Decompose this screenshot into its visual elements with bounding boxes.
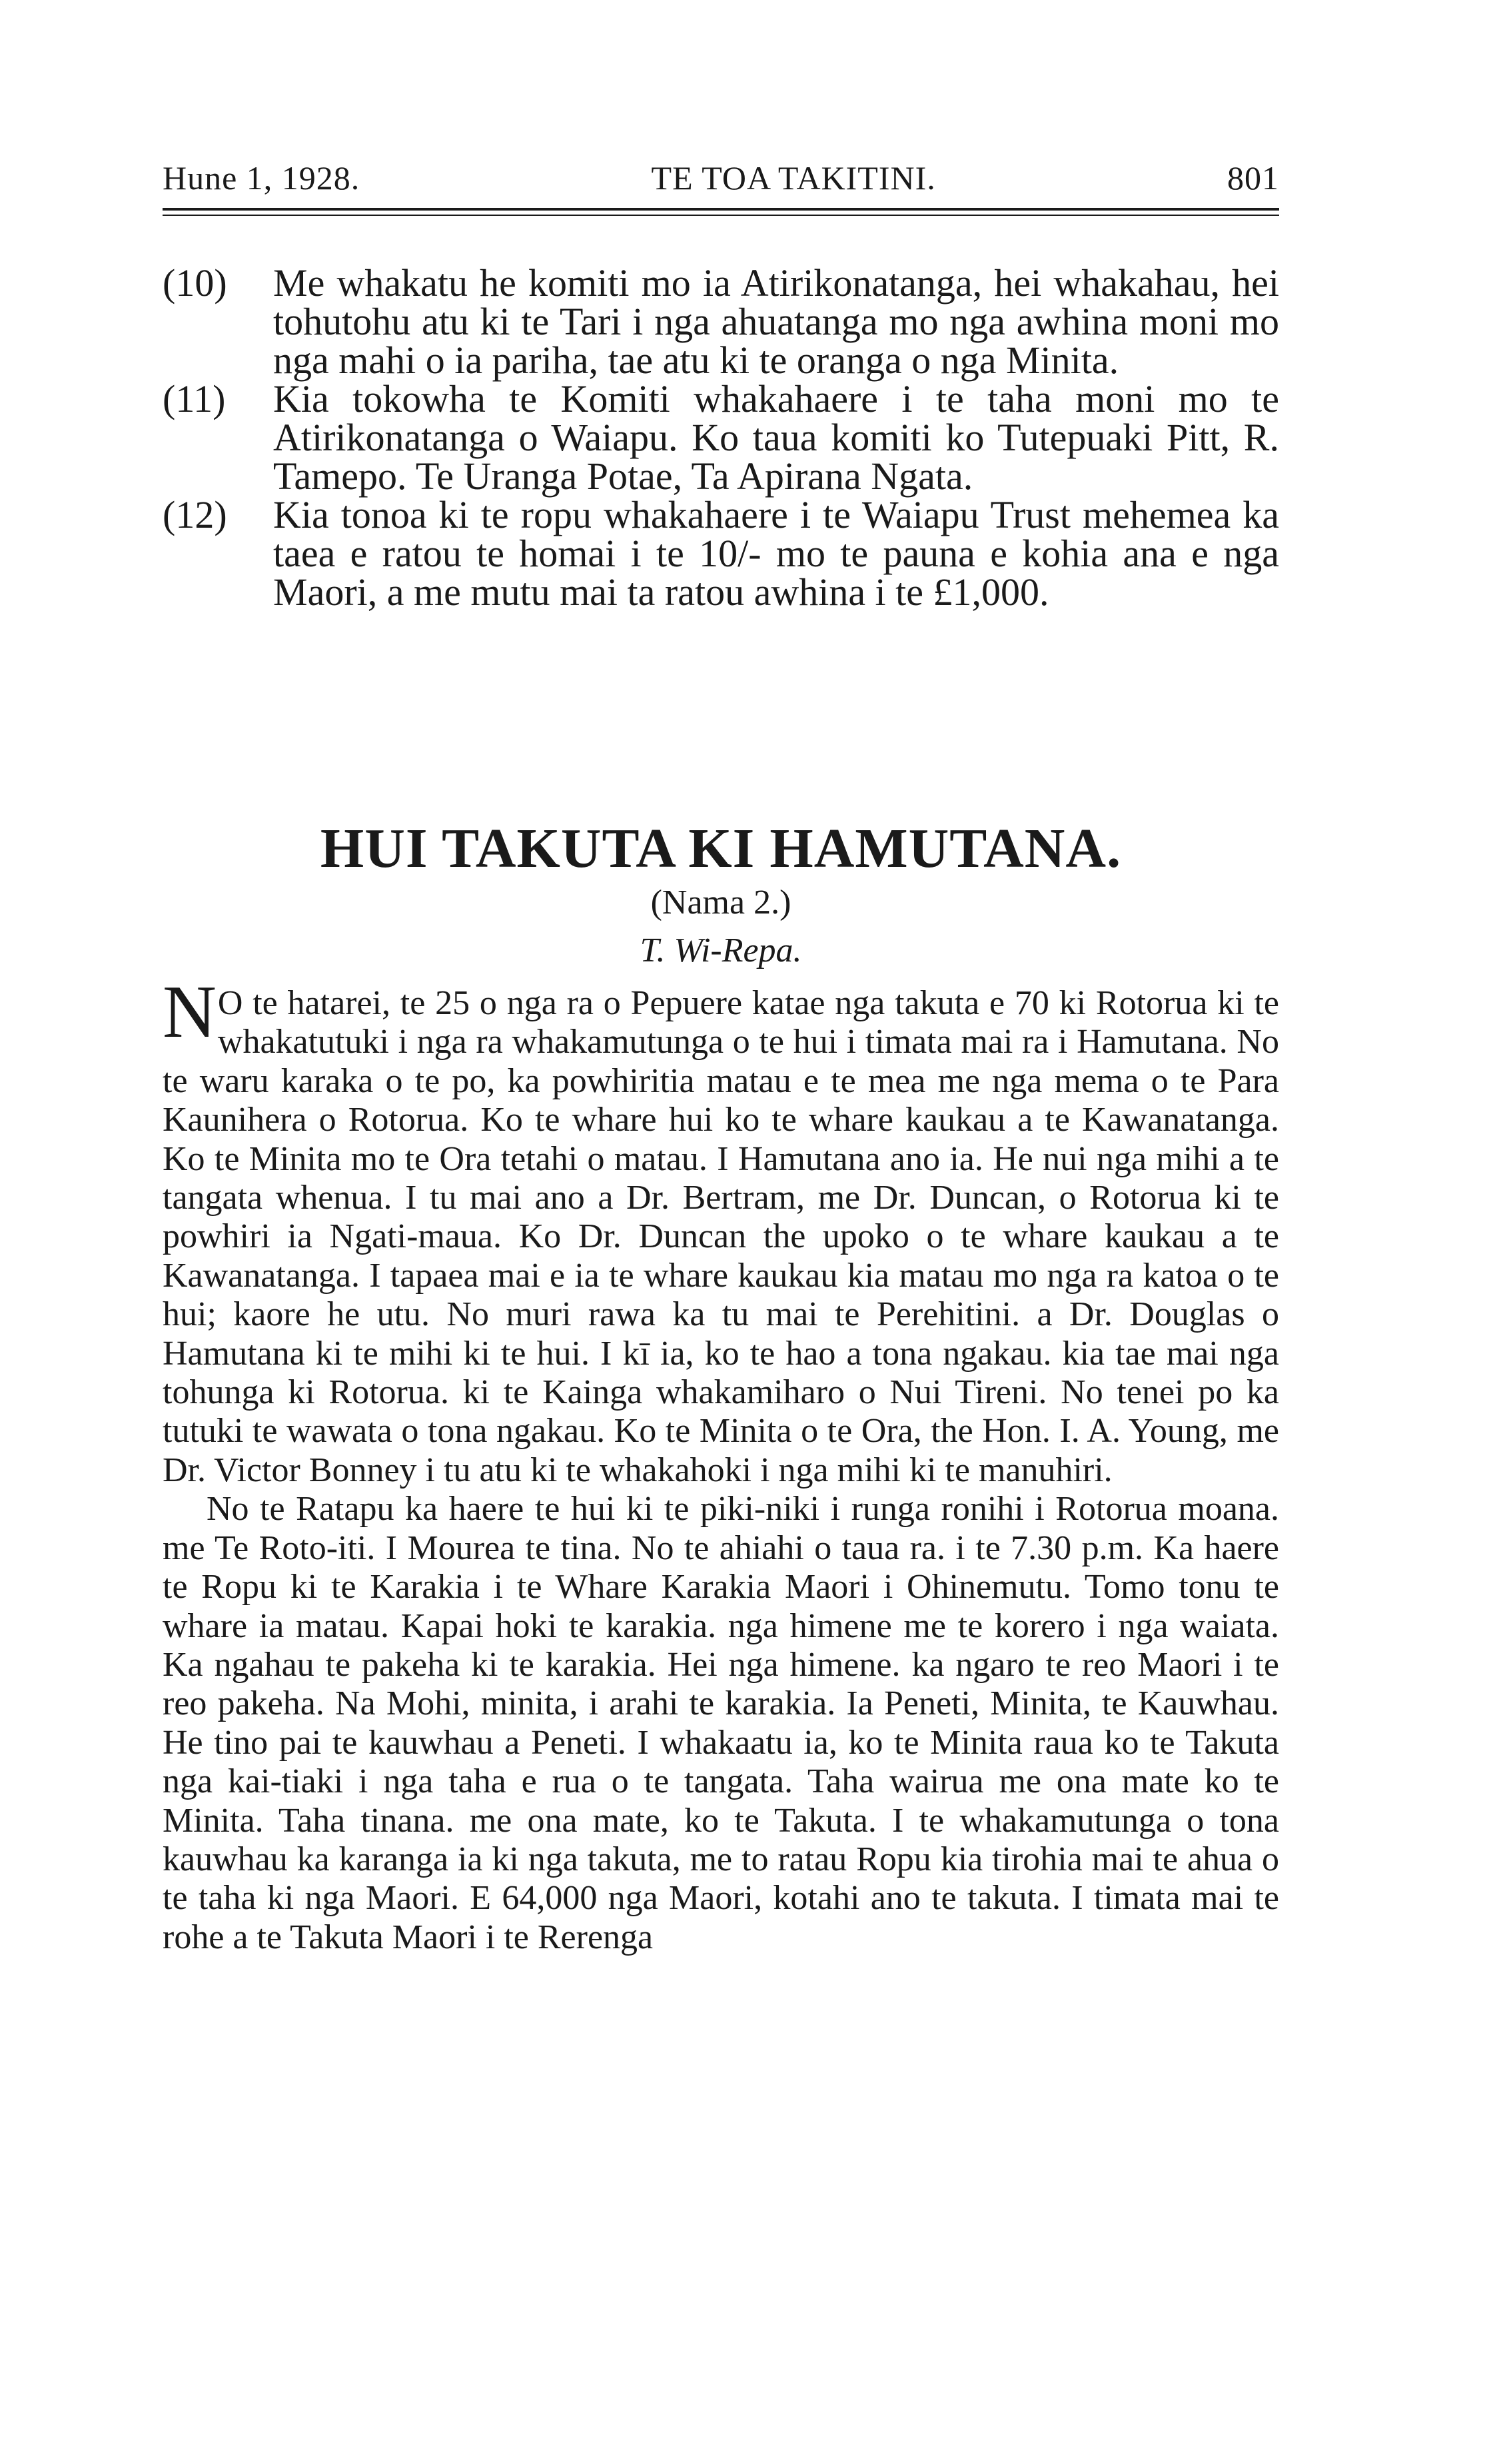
article-subtitle: (Nama 2.) bbox=[650, 884, 791, 922]
resolution-text: Kia tonoa ki te ropu whakahaere i te Waiapu Trust mehemea ka taea e ratou te homai i te 10/- mo te pauna e kohia ana e nga Maori, a me mutu mai ta ratou awhina i te £1,000. bbox=[273, 493, 1279, 614]
resolution-number: (10) bbox=[163, 261, 227, 305]
resolution-text: Me whakatu he komiti mo ia Atirikonatanga, hei whakahau, hei tohutohu atu ki te Tari i nga ahuatanga mo nga awhina moni mo nga mahi o ia pariha, tae atu ki te oranga o nga Minita. bbox=[273, 261, 1279, 382]
running-header bbox=[163, 159, 1279, 197]
resolution-number: (11) bbox=[163, 377, 226, 420]
resolution-number: (12) bbox=[163, 493, 227, 536]
article-body bbox=[163, 971, 1279, 1957]
article-author: T. Wi-Repa. bbox=[640, 931, 802, 969]
paragraph bbox=[163, 971, 1279, 1490]
document-page bbox=[163, 0, 1279, 2464]
resolution-item bbox=[163, 261, 1279, 382]
drop-cap: N bbox=[163, 971, 217, 1053]
header-rule-thick bbox=[163, 208, 1279, 211]
header-publication: TE TOA TAKITINI. bbox=[651, 159, 936, 197]
resolution-text: Kia tokowha te Komiti whakahaere i te taha moni mo te Atirikonatanga o Waiapu. Ko taua komiti ko Tutepuaki Pitt, R. Tamepo. Te Uranga Potae, Ta Apirana Ngata. bbox=[273, 377, 1279, 498]
resolution-item bbox=[163, 377, 1279, 498]
header-rule-thin bbox=[163, 215, 1279, 216]
paragraph-text: O te hatarei, te 25 o nga ra o Pepuere katae nga takuta e 70 ki Rotorua ki te whakatutuki i nga ra whakamutunga o te hui i timata mai ra i Hamutana. No te waru karaka o te po, ka powhiritia matau e te mea me nga mema o te Para Kaunihera o Rotorua. Ko te whare hui ko te whare kaukau a te Kawanatanga. Ko te Minita mo te Ora tetahi o matau. I Hamutana ano ia. He nui nga mihi a te tangata whenua. I tu mai ano a Dr. Bertram, me Dr. Duncan, o Rotorua ki te powhiri ia Ngati-maua. Ko Dr. Duncan the upoko o te whare kaukau a te Kawanatanga. I tapaea mai e ia te whare kaukau kia matau mo nga ra katoa o te hui; kaore he utu. No muri rawa ka tu mai te Perehitini. a Dr. Douglas o Hamutana ki te mihi ki te hui. I kī ia, ko te hao a tona ngakau. kia tae mai nga tohunga ki Rotorua. ki te Kainga whakamiharo o Nui Tireni. No tenei po ka tutuki te wawata o tona ngakau. Ko te Minita o te Ora, the Hon. I. A. Young, me Dr. Victor Bonney i tu atu ki te whakahoki i nga mihi ki te manuhiri. bbox=[163, 984, 1279, 1489]
resolution-item bbox=[163, 493, 1279, 614]
numbered-resolutions bbox=[163, 261, 1279, 614]
header-date: Hune 1, 1928. bbox=[163, 159, 360, 197]
article-title: HUI TAKUTA KI HAMUTANA. bbox=[320, 818, 1122, 880]
paragraph-text: No te Ratapu ka haere te hui ki te piki-niki i runga ronihi i Rotorua moana. me Te Roto-iti. I Mourea te tina. No te ahiahi o taua ra. i te 7.30 p.m. Ka haere te Ropu ki te Karakia i te Whare Karakia Maori i Ohinemutu. Tomo tonu te whare ia matau. Kapai hoki te karakia. nga himene me te korero i nga waiata. Ka ngahau te pakeha ki te karakia. Hei nga himene. ka ngaro te reo Maori i te reo pakeha. Na Mohi, minita, i arahi te karakia. Ia Peneti, Minita, te Kauwhau. He tino pai te kauwhau a Peneti. I whakaatu ia, ko te Minita raua ko te Takuta nga kai-tiaki i nga taha e rua o te tangata. Taha wairua me ona mate ko te Minita. Taha tinana. me ona mate, ko te Takuta. I te whakamutunga o tona kauwhau ka karanga ia ki nga takuta, me to ratau Ropu kia tirohia mai te ahua o te taha ki nga Maori. E 64,000 nga Maori, kotahi ano te takuta. I timata mai te rohe a te Takuta Maori i te Rerenga bbox=[163, 1490, 1279, 1956]
header-page-number: 801 bbox=[1227, 159, 1279, 197]
paragraph bbox=[163, 1490, 1279, 1957]
